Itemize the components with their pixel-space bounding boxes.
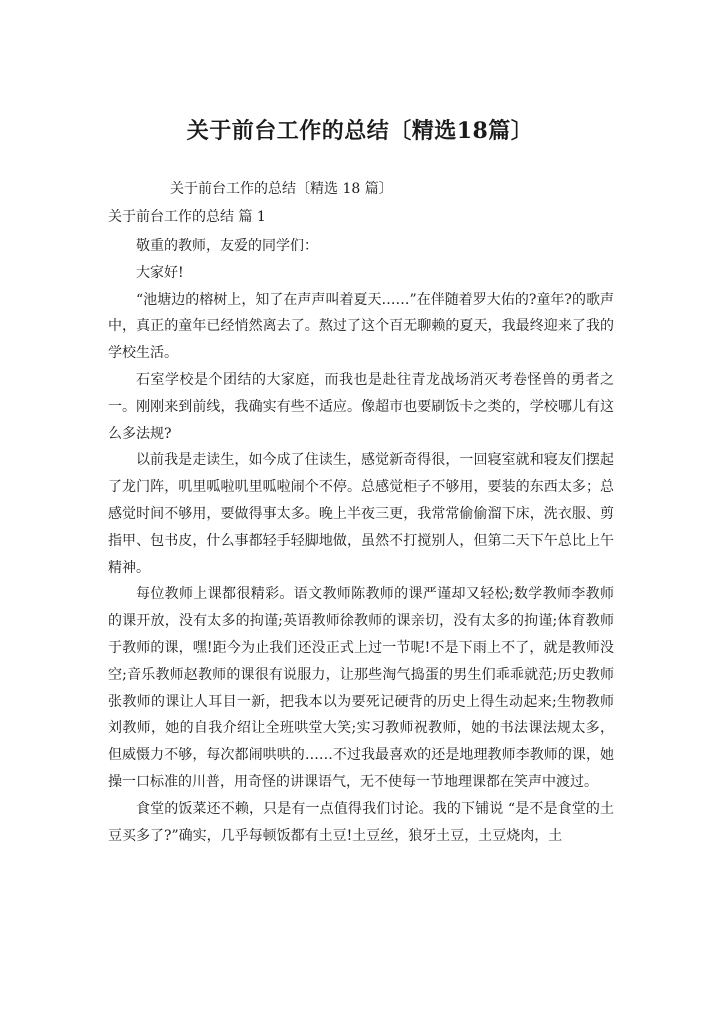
- document-title: 关于前台工作的总结〔精选18篇〕: [186, 118, 534, 144]
- paragraph: “池塘边的榕树上，知了在声声叫着夏天……”在伴随着罗大佑的?童年?的歌声中，真正的童年已经悄然离去了。熬过了这个百无聊赖的夏天，我最终迎来了我的学校生活。: [108, 291, 614, 362]
- paragraph: 食堂的饭菜还不赖，只是有一点值得我们讨论。我的下铺说 “是不是食堂的土豆买多了?”确实，几乎每顿饭都有土豆!土豆丝，狼牙土豆，土豆烧肉，土: [108, 800, 614, 844]
- body-text: [108, 233, 614, 849]
- paragraph: 敬重的教师，友爱的同学们：: [136, 238, 318, 254]
- paragraph: 大家好!: [136, 264, 184, 281]
- section-heading: 关于前台工作的总结 篇 1: [108, 209, 266, 225]
- document-subtitle: 关于前台工作的总结〔精选 18 篇〕: [170, 181, 393, 197]
- paragraph: 以前我是走读生，如今成了住读生，感觉新奇得很，一回寝室就和寝友们摆起了龙门阵，叽里呱啦叽里呱啦闹个不停。总感觉柜子不够用，要装的东西太多；总感觉时间不够用，要做得事太多。晚上半夜三更，我常常偷偷溜下床，洗衣服、剪指甲、包书皮，什么事都轻手轻脚地做，虽然不打搅别人，但第二天下午总比上午精神。: [108, 452, 614, 576]
- paragraph: 石室学校是个团结的大家庭，而我也是赴往青龙战场消灭考卷怪兽的勇者之一。刚刚来到前线，我确实有些不适应。像超市也要刷饭卡之类的，学校哪儿有这么多法规?: [108, 371, 614, 442]
- paragraph: 每位教师上课都很精彩。语文教师陈教师的课严谨却又轻松;数学教师李教师的课开放，没有太多的拘谨;英语教师徐教师的课亲切，没有太多的拘谨;体育教师于教师的课，嘿!距今为止我们还没正式上过一节呢!不是下雨上不了，就是教师没空;音乐教师赵教师的课很有说服力，让那些淘气捣蛋的男生们乖乖就范;历史教师张教师的课让人耳目一新，把我本以为要死记硬背的历史上得生动起来;生物教师刘教师，她的自我介绍让全班哄堂大笑;实习教师祝教师，她的书法课法规太多，但威慑力不够，每次都闹哄哄的……不过我最喜欢的还是地理教师李教师的课，她操一口标准的川普，用奇怪的讲课语气，无不使每一节地理课都在笑声中渡过。: [108, 586, 614, 790]
